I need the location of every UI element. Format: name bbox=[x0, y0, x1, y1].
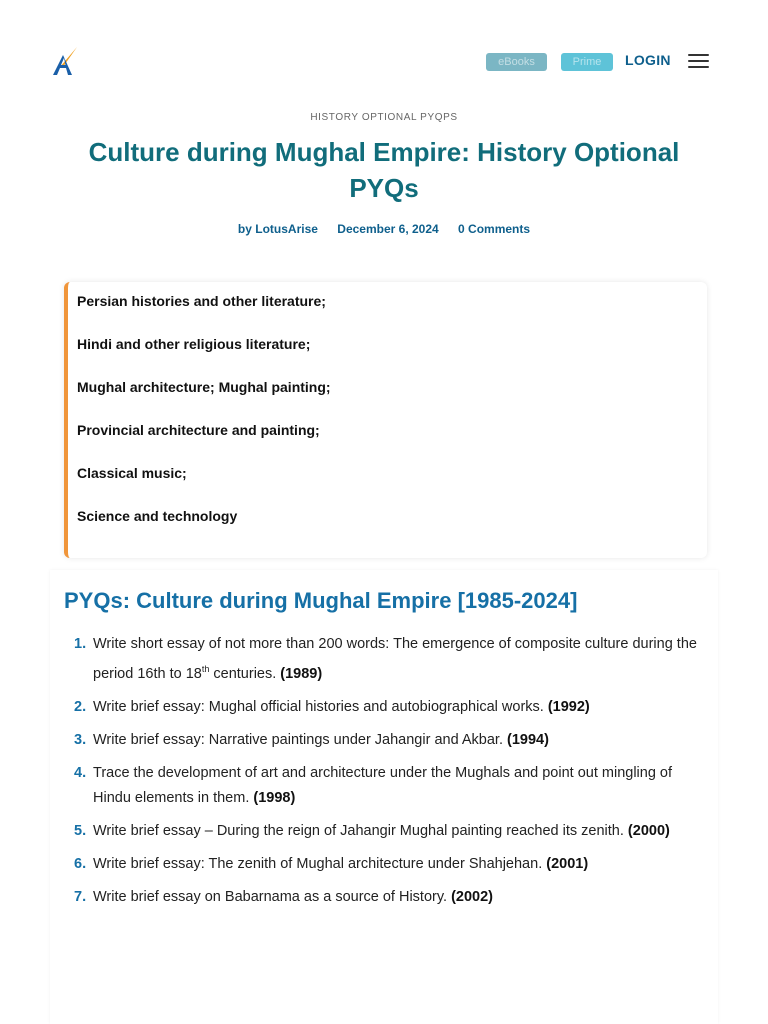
hamburger-line bbox=[688, 66, 709, 68]
list-number: 6. bbox=[74, 855, 87, 872]
list-text: Write brief essay: The zenith of Mughal architecture under Shahjehan. (2001) bbox=[93, 855, 589, 872]
list-text: Write brief essay: Mughal official histories and autobiographical works. (1992) bbox=[93, 698, 590, 715]
pyq-list bbox=[74, 632, 706, 918]
list-number: 2. bbox=[74, 698, 87, 715]
year-label: (1989) bbox=[280, 665, 323, 682]
list-item bbox=[74, 728, 706, 753]
list-text: Write brief essay: Narrative paintings under Jahangir and Akbar. (1994) bbox=[93, 731, 549, 748]
section-heading: PYQs: Culture during Mughal Empire [1985-2024] bbox=[64, 588, 578, 613]
lotusarise-logo-icon[interactable] bbox=[50, 45, 80, 77]
list-number: 1. bbox=[74, 636, 87, 652]
year-label: (1992) bbox=[547, 698, 590, 715]
category-label[interactable]: HISTORY OPTIONAL PYQPS bbox=[310, 112, 458, 123]
syllabus-item: Science and technology bbox=[77, 508, 238, 524]
list-number: 7. bbox=[74, 888, 87, 905]
list-item bbox=[74, 819, 706, 844]
list-text: Trace the development of art and architecture under the Mughals and point out mingling of Hindu elements in them. (1998) bbox=[93, 764, 673, 806]
ebooks-button[interactable]: eBooks bbox=[486, 53, 547, 71]
list-item bbox=[74, 885, 706, 910]
syllabus-item: Provincial architecture and painting; bbox=[77, 422, 320, 438]
list-number: 5. bbox=[74, 822, 87, 839]
year-label: (2002) bbox=[451, 888, 494, 905]
hamburger-icon[interactable] bbox=[688, 54, 709, 68]
list-item bbox=[74, 695, 706, 720]
post-meta bbox=[0, 222, 768, 236]
syllabus-box bbox=[64, 282, 707, 558]
list-text: Write brief essay on Babarnama as a source of History. (2002) bbox=[93, 888, 494, 905]
prime-button[interactable]: Prime bbox=[561, 53, 613, 71]
syllabus-item: Mughal architecture; Mughal painting; bbox=[77, 379, 331, 395]
login-link[interactable]: LOGIN bbox=[625, 52, 671, 68]
page-title: Culture during Mughal Empire: History Optional PYQs bbox=[88, 137, 680, 203]
hamburger-line bbox=[688, 54, 709, 56]
list-item bbox=[74, 852, 706, 877]
date-link[interactable]: December 6, 2024 bbox=[337, 222, 439, 236]
list-number: 3. bbox=[74, 731, 87, 748]
syllabus-item: Classical music; bbox=[77, 465, 187, 481]
list-number: 4. bbox=[74, 764, 87, 781]
comments-link[interactable]: 0 Comments bbox=[458, 222, 531, 236]
list-text: Write short essay of not more than 200 words: The emergence of composite culture during the period 16th to 18th centuries. (1989) bbox=[93, 636, 697, 682]
year-label: (1994) bbox=[507, 731, 549, 748]
list-item bbox=[74, 632, 706, 687]
list-item bbox=[74, 761, 706, 811]
hamburger-line bbox=[688, 60, 709, 62]
syllabus-item: Persian histories and other literature; bbox=[77, 293, 326, 309]
author-link[interactable]: by LotusArise bbox=[237, 222, 318, 236]
syllabus-item: Hindi and other religious literature; bbox=[77, 336, 311, 352]
year-label: (1998) bbox=[253, 789, 296, 806]
site-header bbox=[0, 0, 768, 100]
year-label: (2000) bbox=[627, 822, 670, 839]
list-text: Write brief essay – During the reign of Jahangir Mughal painting reached its zenith. (2000) bbox=[93, 822, 670, 839]
year-label: (2001) bbox=[546, 855, 589, 872]
